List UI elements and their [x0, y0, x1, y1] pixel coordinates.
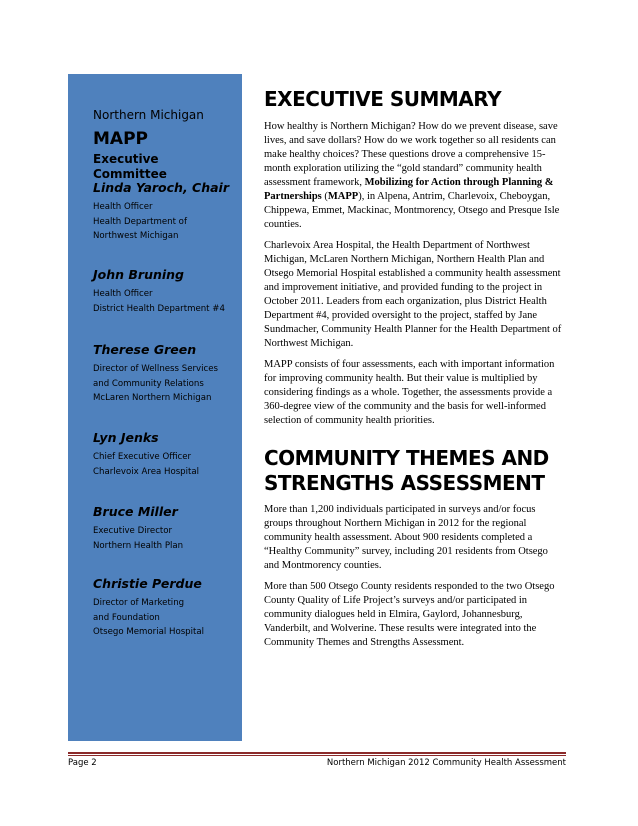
committee-member — [93, 504, 238, 553]
member-title: Health Officer — [93, 289, 153, 299]
member-name: Christie Perdue — [93, 576, 202, 591]
cts-paragraph-1: More than 1,200 individuals participated in surveys and/or focus groups throughout Northern Michigan in 2012 for the regional community health assessment. About 900 residents completed a “Healthy Community” survey, including 201 residents from Otsego and Montmorency counties. — [264, 504, 548, 571]
sidebar-header — [93, 108, 236, 182]
member-title: Chief Executive Officer — [93, 452, 192, 462]
member-title: and Foundation — [93, 612, 160, 623]
main-column — [264, 87, 564, 650]
member-title: Director of Wellness Services — [93, 364, 218, 374]
member-title: and Community Relations — [93, 378, 204, 389]
footer-rule — [68, 752, 566, 754]
member-title: District Health Department #4 — [93, 303, 225, 314]
executive-summary-heading: EXECUTIVE SUMMARY — [264, 87, 502, 111]
footer-rule-thin — [68, 755, 566, 756]
exec-p1-text-b: ( — [321, 191, 328, 202]
cts-paragraph-2: More than 500 Otsego County residents responded to the two Otsego County Quality of Life Project’s surveys and/or participated in community dialogues held in Elmira, Gaylord, Johannesburg, Vanderbilt, and Wolverine. These results were integrated into the Community Themes and Strengths Assessment. — [264, 581, 555, 648]
member-title: Otsego Memorial Hospital — [93, 627, 205, 638]
exec-p1-text-a: How healthy is Northern Michigan? How do we prevent disease, save lives, and save dollars? How do we work together so all residents can make healthy choices? These questions drove a comprehensive 15-month exploration utilizing the “gold standard” community health assessment framework, — [264, 121, 558, 188]
committee-member — [93, 267, 238, 316]
community-themes-heading-line1: COMMUNITY THEMES AND — [264, 446, 549, 470]
page-number: Page 2 — [68, 758, 97, 768]
sidebar-committee: Executive Committee — [93, 152, 167, 181]
member-title: McLaren Northern Michigan — [93, 393, 212, 404]
sidebar-org: Northern Michigan — [93, 108, 204, 122]
member-name: Lyn Jenks — [93, 430, 159, 445]
committee-member — [93, 180, 238, 244]
community-themes-heading-line2: STRENGTHS ASSESSMENT — [264, 471, 545, 495]
exec-summary-paragraph-2: Charlevoix Area Hospital, the Health Department of Northwest Michigan, McLaren Northern Michigan, Northern Health Plan and Otsego Memorial Hospital established a community health assessment and improvement initiative, and provided funding to the project in October 2011. Leaders from each organization, plus District Health Department #4, provided oversight to the project, staffed by Jane Sundmacher, Community Health Planner for the Health Department of Northwest Michigan. — [264, 240, 562, 349]
member-title: Executive Director — [93, 526, 173, 536]
member-name: Therese Green — [93, 342, 197, 357]
member-name: Linda Yaroch, Chair — [93, 180, 230, 195]
mapp-full-name: Mobilizing for Action through Planning & Partnerships — [264, 177, 554, 202]
member-title: Northwest Michigan — [93, 231, 179, 242]
committee-member — [93, 342, 238, 406]
member-title: Health Officer — [93, 202, 153, 212]
exec-summary-paragraph — [264, 120, 564, 232]
member-name: Bruce Miller — [93, 504, 178, 519]
member-title: Northern Health Plan — [93, 540, 184, 551]
committee-member — [93, 430, 238, 479]
community-themes-heading — [264, 446, 564, 496]
exec-p1-text-c: ), in Alpena, Antrim, Charlevoix, Cheboygan, Chippewa, Emmet, Mackinac, Montmorency, Otsego and Presque Isle counties. — [264, 191, 560, 230]
committee-member — [93, 576, 238, 640]
member-title: Health Department of — [93, 216, 187, 227]
mapp-acronym: MAPP — [327, 191, 359, 202]
exec-summary-paragraph-3: MAPP consists of four assessments, each with important information for improving community health. But their value is multiplied by considering findings as a whole. Together, the assessments provide a 360-degree view of the community and the basis for well-informed selection of community health priorities. — [264, 359, 555, 426]
member-name: John Bruning — [93, 267, 185, 282]
member-title: Charlevoix Area Hospital — [93, 466, 200, 477]
document-title: Northern Michigan 2012 Community Health Assessment — [326, 758, 566, 768]
member-title: Director of Marketing — [93, 598, 185, 608]
sidebar-mapp: MAPP — [93, 129, 148, 149]
executive-committee-sidebar — [68, 74, 242, 741]
